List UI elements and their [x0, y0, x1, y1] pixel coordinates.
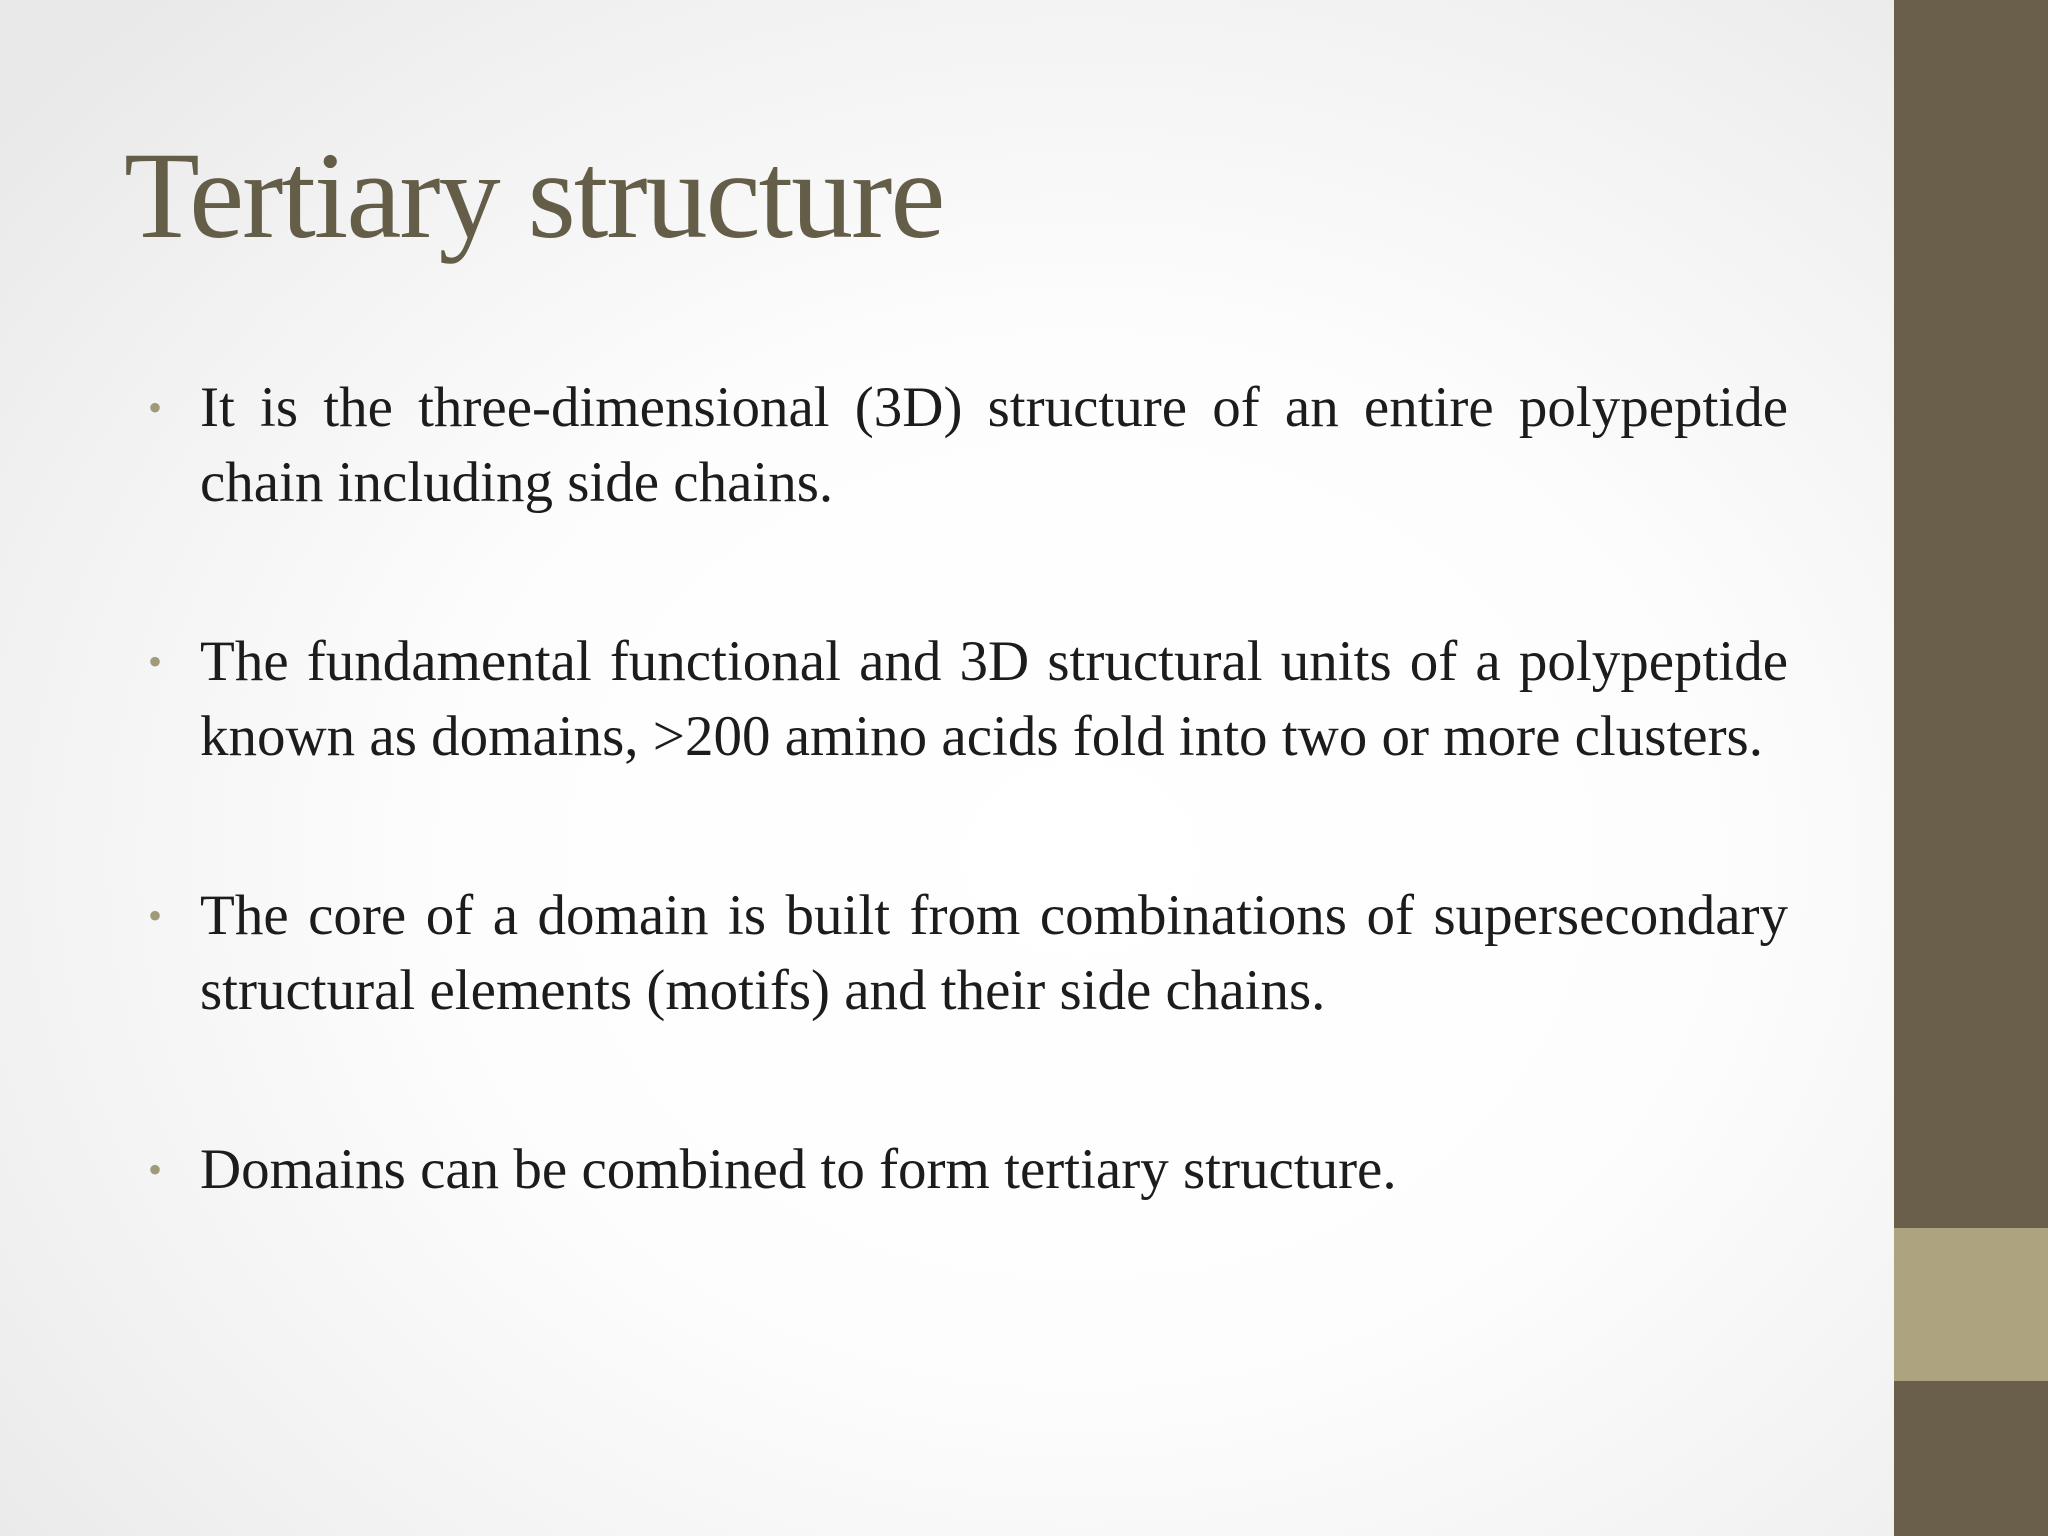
bullet-text: It is the three-dimensional (3D) structure of an entire polypeptide chain including side chains. — [200, 376, 1788, 514]
bullet-item — [148, 370, 1788, 520]
bullet-dot-icon: • — [148, 385, 163, 430]
side-decoration-band — [1894, 0, 2048, 1536]
bullet-item — [148, 624, 1788, 774]
slide-title: Tertiary structure — [124, 127, 944, 264]
bullet-dot-icon: • — [148, 639, 163, 684]
bullet-list — [148, 370, 1788, 1207]
bullet-item — [148, 1132, 1788, 1207]
side-band-lower — [1894, 1381, 2048, 1536]
bullet-text: Domains can be combined to form tertiary structure. — [200, 1138, 1397, 1201]
side-band-upper — [1894, 0, 2048, 1228]
bullet-text: The core of a domain is built from combinations of supersecondary structural elements (motifs) and their side chains. — [200, 884, 1788, 1022]
side-band-accent — [1894, 1228, 2048, 1381]
bullet-dot-icon: • — [148, 1147, 163, 1192]
bullet-item — [148, 878, 1788, 1028]
bullet-dot-icon: • — [148, 893, 163, 938]
bullet-text: The fundamental functional and 3D structural units of a polypeptide known as domains, >200 amino acids fold into two or more clusters. — [200, 630, 1788, 768]
